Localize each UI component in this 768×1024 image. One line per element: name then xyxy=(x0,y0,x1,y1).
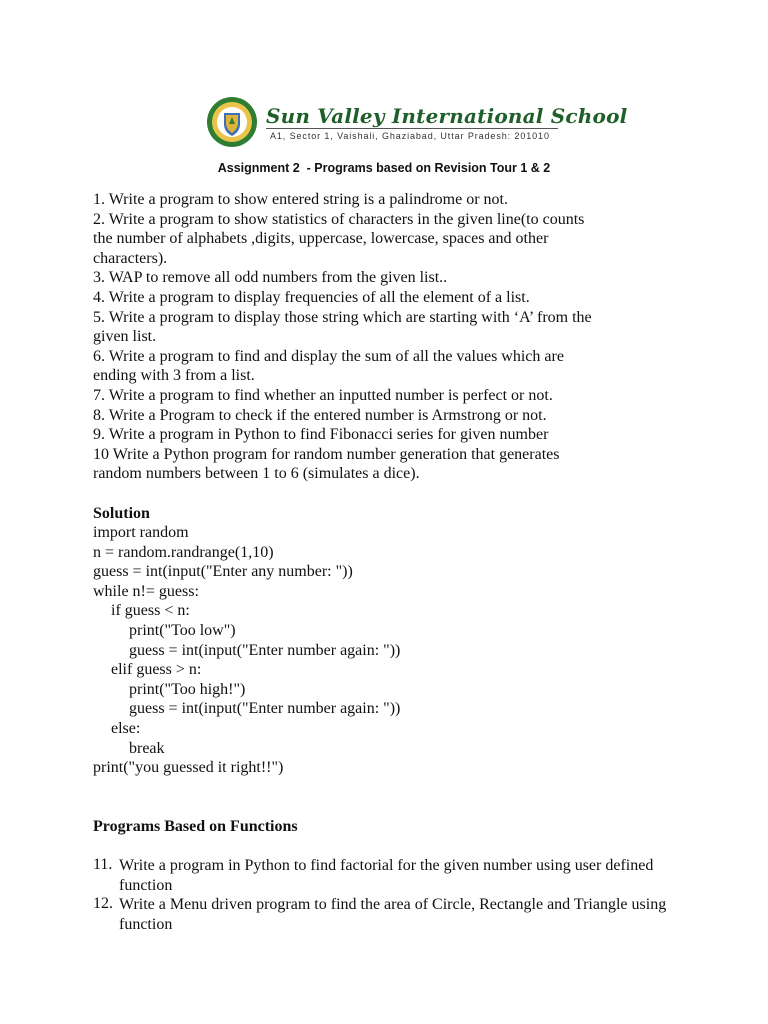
solution-heading: Solution xyxy=(93,504,150,522)
school-header xyxy=(206,96,628,154)
code-line: guess = int(input("Enter number again: ")) xyxy=(129,700,401,718)
school-address: A1, Sector 1, Vaishali, Ghaziabad, Uttar Pradesh: 201010 xyxy=(270,131,550,141)
header-divider xyxy=(266,128,558,129)
question-list xyxy=(93,190,683,484)
functions-list xyxy=(93,856,683,934)
code-line: break xyxy=(129,739,165,757)
code-line: print("Too high!") xyxy=(129,680,246,698)
question-line: the number of alphabets ,digits, uppercase, lowercase, spaces and other xyxy=(93,230,549,248)
code-line: print("you guessed it right!!") xyxy=(93,759,284,777)
code-line: guess = int(input("Enter number again: ")) xyxy=(129,641,401,659)
item-text: Write a Menu driven program to find the area of Circle, Rectangle and Triangle using function xyxy=(119,896,667,933)
question-line: 6. Write a program to find and display the sum of all the values which are xyxy=(93,347,564,365)
code-line: print("Too low") xyxy=(129,622,236,640)
question-line: 8. Write a Program to check if the entered number is Armstrong or not. xyxy=(93,406,547,424)
code-line: guess = int(input("Enter any number: ")) xyxy=(93,563,353,581)
code-line: n = random.randrange(1,10) xyxy=(93,543,274,561)
solution-code xyxy=(93,523,683,778)
question-line: 4. Write a program to display frequencies of all the element of a list. xyxy=(93,288,530,306)
item-number: 11. xyxy=(93,856,113,874)
document-body xyxy=(93,190,683,935)
list-item xyxy=(93,895,683,934)
spacer xyxy=(93,837,683,857)
question-line: 10 Write a Python program for random number generation that generates xyxy=(93,445,560,463)
school-name: Sun Valley International School xyxy=(266,104,628,128)
code-line: if guess < n: xyxy=(111,602,190,620)
question-line: 9. Write a program in Python to find Fibonacci series for given number xyxy=(93,426,549,444)
item-text: Write a program in Python to find factorial for the given number using user defined function xyxy=(119,857,654,894)
question-line: 3. WAP to remove all odd numbers from the given list.. xyxy=(93,269,448,287)
assignment-title: Assignment 2 - Programs based on Revision Tour 1 & 2 xyxy=(217,161,551,175)
spacer xyxy=(93,778,683,798)
question-line: 5. Write a program to display those string which are starting with ‘A’ from the xyxy=(93,308,592,326)
code-line: else: xyxy=(111,720,141,738)
school-crest-logo xyxy=(206,96,258,148)
spacer xyxy=(93,797,683,817)
question-line: characters). xyxy=(93,249,168,267)
list-item xyxy=(93,856,683,895)
code-line: import random xyxy=(93,524,189,542)
question-line: 1. Write a program to show entered string is a palindrome or not. xyxy=(93,191,508,208)
code-line: elif guess > n: xyxy=(111,661,202,679)
question-line: random numbers between 1 to 6 (simulates a dice). xyxy=(93,465,420,483)
item-number: 12. xyxy=(93,895,113,913)
question-line: 7. Write a program to find whether an inputted number is perfect or not. xyxy=(93,386,553,404)
question-line: 2. Write a program to show statistics of characters in the given line(to counts xyxy=(93,210,585,228)
question-line: given list. xyxy=(93,328,157,346)
spacer xyxy=(93,484,683,504)
question-line: ending with 3 from a list. xyxy=(93,367,255,385)
functions-heading: Programs Based on Functions xyxy=(93,818,298,835)
code-line: while n!= guess: xyxy=(93,582,199,600)
